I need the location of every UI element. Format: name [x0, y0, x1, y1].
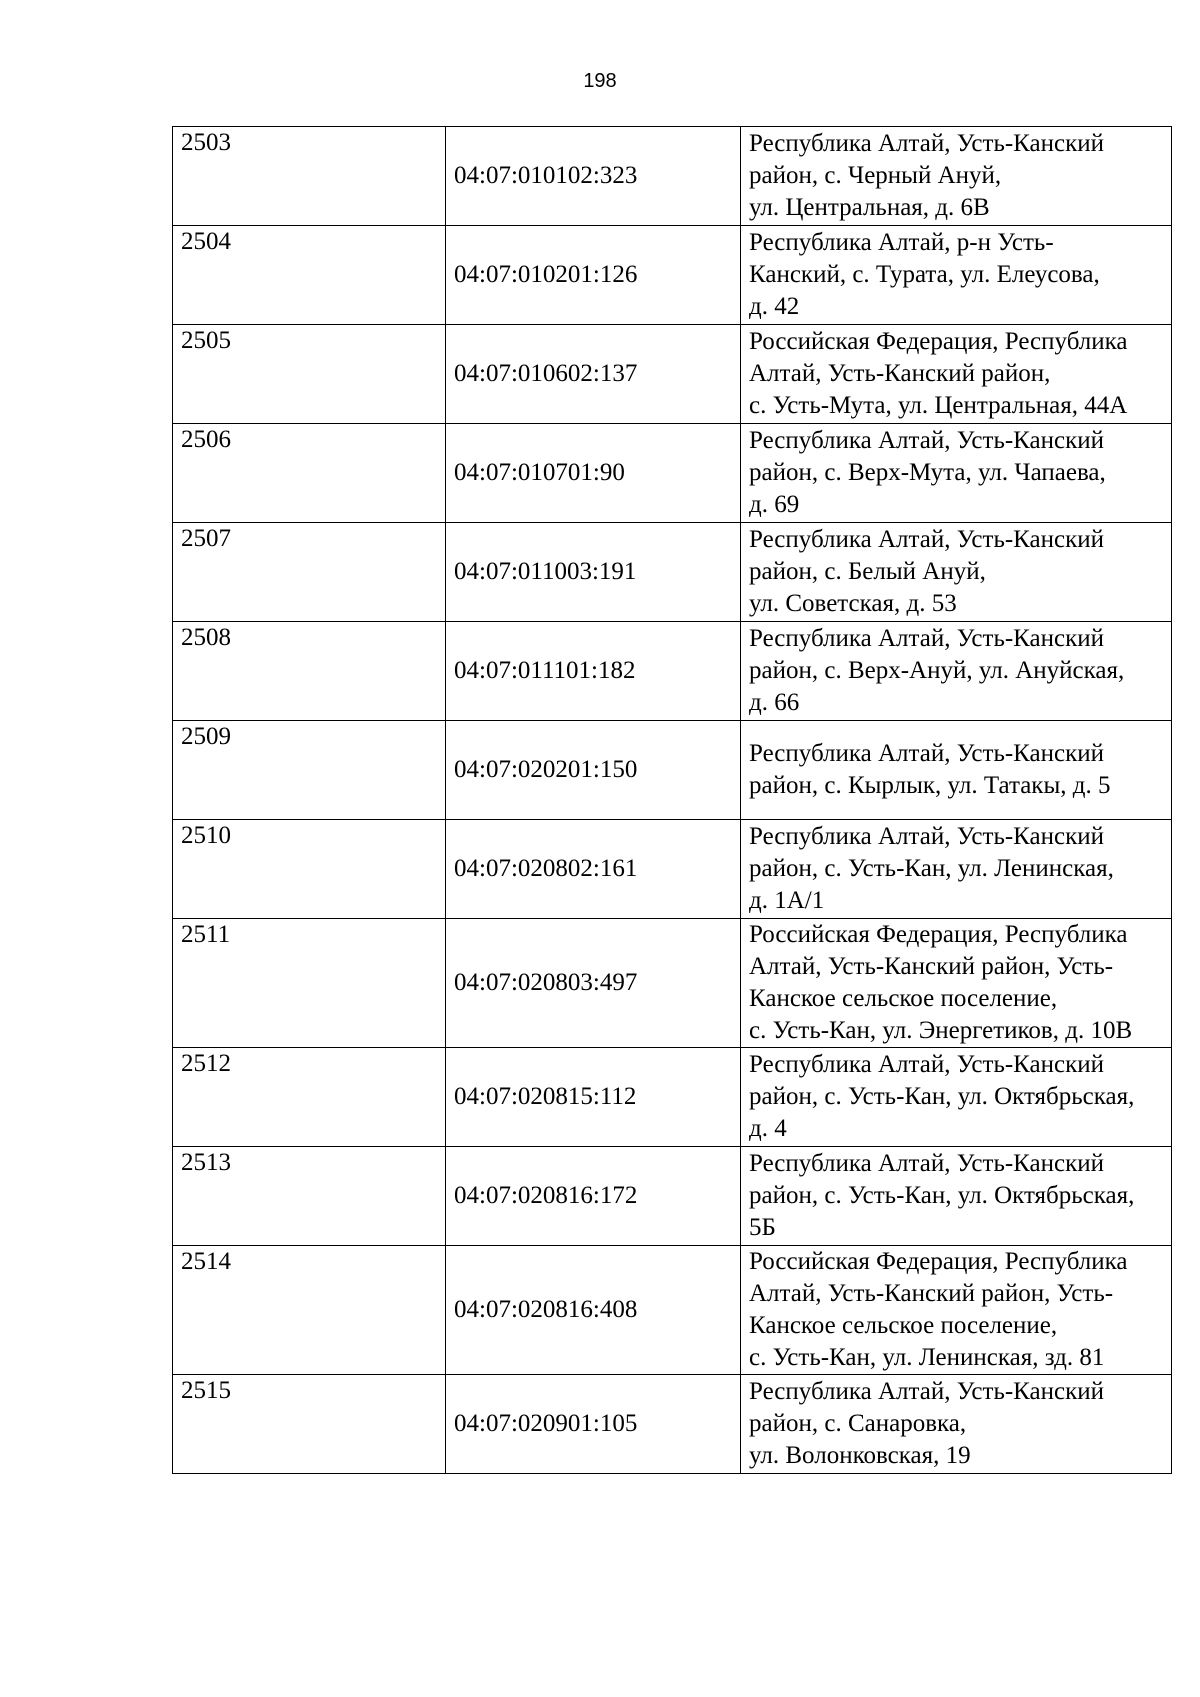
cadastral-number-cell: 04:07:011101:182 [446, 622, 741, 721]
address-line: Алтай, Усть-Канский район, Усть- [749, 953, 1114, 980]
address-cell [741, 1048, 1172, 1147]
address-line: д. 4 [749, 1115, 787, 1142]
address-line: район, с. Белый Ануй, [749, 558, 986, 585]
row-number-cell: 2514 [173, 1246, 446, 1375]
address-cell [741, 424, 1172, 523]
table-row [173, 1246, 1172, 1375]
address-line: Республика Алтай, Усть-Канский [749, 823, 1105, 850]
address-line: Канское сельское поселение, [749, 1312, 1058, 1339]
address-line: д. 1А/1 [749, 887, 825, 914]
row-number-cell: 2504 [173, 226, 446, 325]
table-row [173, 127, 1172, 226]
address-cell [741, 1147, 1172, 1246]
address-line: Алтай, Усть-Канский район, Усть- [749, 1280, 1114, 1307]
table-row [173, 919, 1172, 1048]
address-line: Республика Алтай, Усть-Канский [749, 130, 1105, 157]
address-cell [741, 226, 1172, 325]
address-line: д. 66 [749, 689, 800, 716]
table-row [173, 721, 1172, 820]
address-line: Республика Алтай, Усть-Канский [749, 740, 1105, 767]
address-line: Канское сельское поселение, [749, 985, 1058, 1012]
table-row [173, 1375, 1172, 1474]
row-number-cell: 2509 [173, 721, 446, 820]
address-line: район, с. Черный Ануй, [749, 162, 1002, 189]
row-number-cell: 2513 [173, 1147, 446, 1246]
cadastral-number-cell: 04:07:020816:172 [446, 1147, 741, 1246]
address-cell [741, 1375, 1172, 1474]
cadastral-number-cell: 04:07:020815:112 [446, 1048, 741, 1147]
cadastral-number-cell: 04:07:020901:105 [446, 1375, 741, 1474]
row-number-cell: 2505 [173, 325, 446, 424]
table-row [173, 523, 1172, 622]
address-line: Республика Алтай, Усть-Канский [749, 1150, 1105, 1177]
address-line: Канский, с. Турата, ул. Елеусова, [749, 261, 1100, 288]
address-line: ул. Советская, д. 53 [749, 590, 957, 617]
address-line: район, с. Усть-Кан, ул. Октябрьская, [749, 1083, 1135, 1110]
address-line: ул. Волонковская, 19 [749, 1442, 971, 1469]
row-number-cell: 2506 [173, 424, 446, 523]
address-cell [741, 1246, 1172, 1375]
cadastral-number-cell: 04:07:010602:137 [446, 325, 741, 424]
address-line: район, с. Кырлык, ул. Татакы, д. 5 [749, 772, 1111, 799]
address-line: район, с. Верх-Ануй, ул. Ануйская, [749, 657, 1125, 684]
address-line: с. Усть-Кан, ул. Энергетиков, д. 10В [749, 1017, 1133, 1044]
cadastral-number-cell: 04:07:020201:150 [446, 721, 741, 820]
address-line: Республика Алтай, Усть-Канский [749, 1051, 1105, 1078]
cadastral-number-cell: 04:07:020803:497 [446, 919, 741, 1048]
address-line: ул. Центральная, д. 6В [749, 194, 990, 221]
address-line: Республика Алтай, Усть-Канский [749, 526, 1105, 553]
table-row [173, 226, 1172, 325]
address-line: Алтай, Усть-Канский район, [749, 360, 1051, 387]
address-cell [741, 622, 1172, 721]
address-line: Республика Алтай, р-н Усть- [749, 229, 1054, 256]
row-number-cell: 2510 [173, 820, 446, 919]
address-line: д. 69 [749, 491, 800, 518]
cadastral-number-cell: 04:07:011003:191 [446, 523, 741, 622]
row-number-cell: 2507 [173, 523, 446, 622]
table-row [173, 820, 1172, 919]
row-number-cell: 2515 [173, 1375, 446, 1474]
cadastral-number-cell: 04:07:010201:126 [446, 226, 741, 325]
address-line: район, с. Верх-Мута, ул. Чапаева, [749, 459, 1106, 486]
cadastral-number-cell: 04:07:010102:323 [446, 127, 741, 226]
address-line: 5Б [749, 1214, 776, 1241]
address-cell [741, 919, 1172, 1048]
row-number-cell: 2508 [173, 622, 446, 721]
address-line: Республика Алтай, Усть-Канский [749, 625, 1105, 652]
address-line: с. Усть-Мута, ул. Центральная, 44А [749, 392, 1128, 419]
table-row [173, 424, 1172, 523]
address-cell [741, 127, 1172, 226]
table-row [173, 325, 1172, 424]
table-row [173, 622, 1172, 721]
cadastral-number-cell: 04:07:020802:161 [446, 820, 741, 919]
address-line: Республика Алтай, Усть-Канский [749, 1378, 1105, 1405]
address-cell [741, 820, 1172, 919]
address-cell [741, 325, 1172, 424]
address-line: Республика Алтай, Усть-Канский [749, 427, 1105, 454]
address-line: Российская Федерация, Республика [749, 1248, 1128, 1275]
address-cell [741, 523, 1172, 622]
row-number-cell: 2503 [173, 127, 446, 226]
address-line: Российская Федерация, Республика [749, 921, 1128, 948]
property-registry-table [172, 126, 1172, 1474]
table-row [173, 1048, 1172, 1147]
row-number-cell: 2511 [173, 919, 446, 1048]
address-line: д. 42 [749, 293, 800, 320]
address-line: район, с. Усть-Кан, ул. Ленинская, [749, 855, 1114, 882]
page-number: 198 [583, 70, 617, 92]
address-line: район, с. Санаровка, [749, 1410, 967, 1437]
table-row [173, 1147, 1172, 1246]
address-line: район, с. Усть-Кан, ул. Октябрьская, [749, 1182, 1135, 1209]
address-cell [741, 721, 1172, 820]
table-body [173, 127, 1172, 1474]
row-number-cell: 2512 [173, 1048, 446, 1147]
cadastral-number-cell: 04:07:020816:408 [446, 1246, 741, 1375]
address-line: Российская Федерация, Республика [749, 328, 1128, 355]
address-line: с. Усть-Кан, ул. Ленинская, зд. 81 [749, 1344, 1105, 1371]
cadastral-number-cell: 04:07:010701:90 [446, 424, 741, 523]
